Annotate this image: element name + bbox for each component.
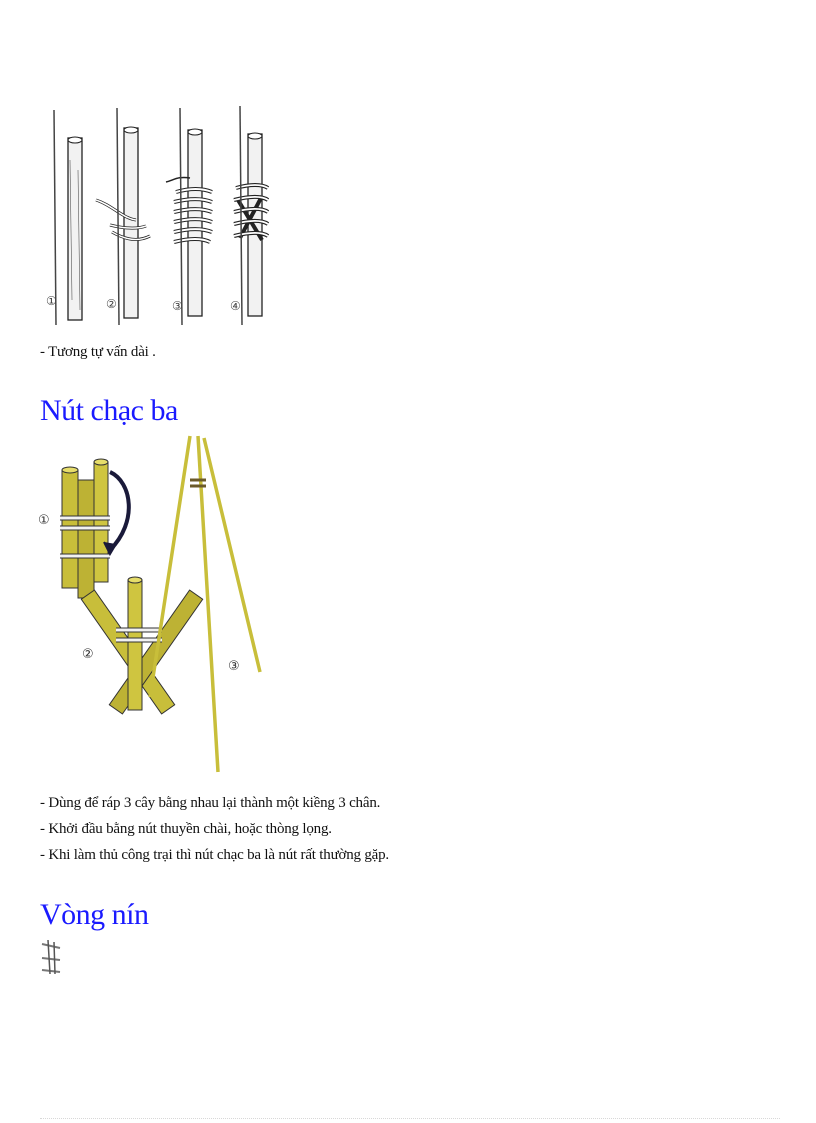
vong-nin-thumbnail	[38, 938, 64, 976]
tripod-step-1-label: ①	[38, 513, 50, 528]
step-2-label: ②	[106, 297, 117, 311]
lashing-step-4	[230, 106, 268, 325]
heading-vong-nin: Vòng nín	[40, 898, 149, 931]
page-bottom-rule	[40, 1118, 780, 1119]
tripod-step-3	[150, 436, 260, 772]
step-3-label: ③	[172, 299, 183, 313]
lashing-step-3	[166, 108, 212, 325]
bullet-item: - Khởi đầu bằng nút thuyền chài, hoặc thòng lọng.	[40, 821, 332, 837]
lashing-step-1	[46, 110, 82, 325]
tripod-step-2	[81, 577, 202, 714]
step-4-label: ④	[230, 299, 241, 313]
section1-caption: - Tương tự vấn dài .	[40, 344, 156, 360]
step-1-label: ①	[46, 294, 57, 308]
bullet-item: - Khi làm thủ công trại thì nút chạc ba là nút rất thường gặp.	[40, 847, 389, 863]
tripod-step-2-label: ②	[82, 647, 94, 662]
lashing-steps-figure	[40, 100, 270, 330]
tripod-step-3-label: ③	[228, 659, 240, 674]
section2-bullet-list	[40, 790, 389, 868]
tripod-step-1	[38, 459, 129, 598]
bullet-item: - Dùng để ráp 3 cây bằng nhau lại thành một kiềng 3 chân.	[40, 795, 381, 811]
lashing-step-2	[96, 108, 150, 325]
tripod-lashing-figure	[40, 432, 270, 777]
heading-nut-chac-ba: Nút chạc ba	[40, 394, 178, 427]
